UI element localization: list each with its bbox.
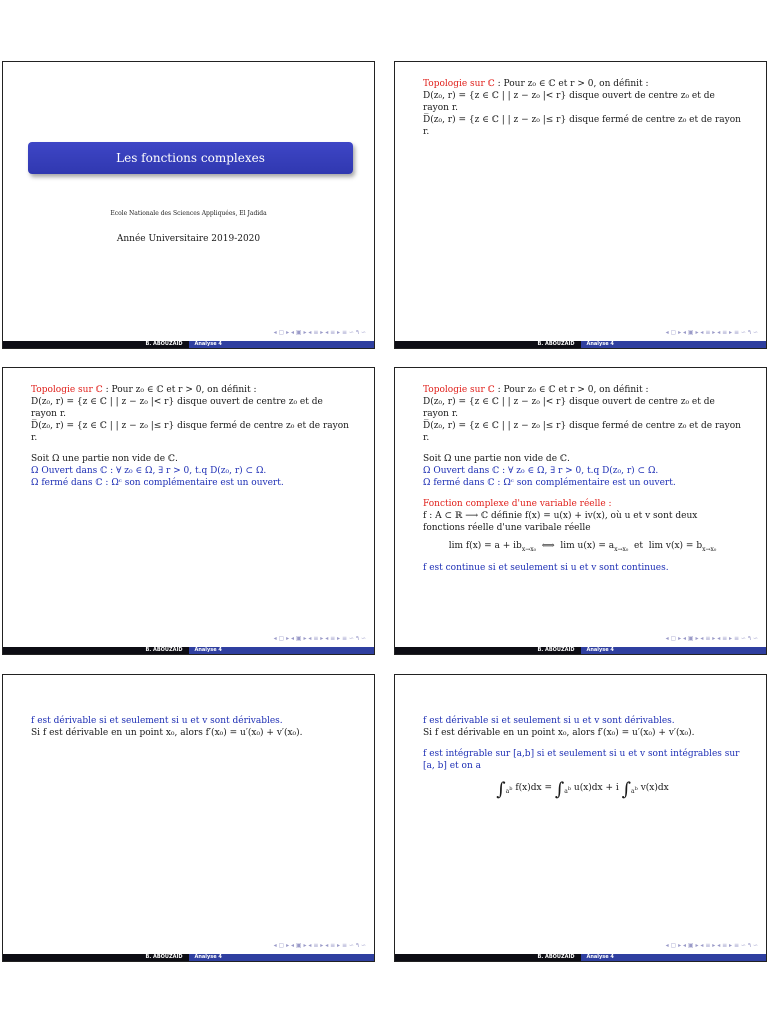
slide-footer	[3, 954, 374, 961]
limit-u-sub: x→x₀	[614, 546, 629, 553]
academic-year: Année Universitaire 2019-2020	[116, 234, 261, 244]
slide-body	[31, 715, 350, 739]
integral-bounds: ab	[564, 786, 572, 795]
limit-v-sub: x→x₀	[702, 546, 717, 553]
slide-footer	[395, 341, 766, 348]
real-variable-definition: f : A ⊂ ℝ ⟶ ℂ définie f(x) = u(x) + iv(x), où u et v sont deux fonctions réelle d'une varibale réelle	[423, 511, 698, 533]
integral-u-term: u(x)dx + i	[573, 783, 619, 793]
integral-sign: ∫	[496, 779, 506, 800]
topology-intro-text: : Pour z₀ ∈ ℂ et r > 0, on définit :	[494, 79, 649, 89]
derivative-statement: f est dérivable si et seulement si u et v sont dérivables.	[31, 716, 283, 726]
omega-closed: Ω fermé dans ℂ : Ωᶜ son complémentaire est un ouvert.	[31, 478, 284, 488]
footer-course: Analyse 4	[581, 954, 767, 961]
slide-body	[31, 384, 350, 489]
closed-disc-definition: D̅(z₀, r) = {z ∈ ℂ | | z − z₀ |≤ r} disque fermé de centre z₀ et de rayon r.	[423, 115, 741, 137]
limit-equivalence	[423, 540, 742, 556]
beamer-nav-icons[interactable]: ◂ ▢ ▸ ◂ ▣ ▸ ◂ ≡ ▸ ◂ ≡ ▸ ≡ ∽ ۹ ∽	[665, 942, 758, 949]
footer-author: B. ABOUZAID	[3, 954, 189, 961]
slide-body	[423, 715, 742, 804]
integral-bounds: ab	[505, 786, 513, 795]
footer-course: Analyse 4	[581, 647, 767, 654]
limit-f: lim f(x) = a + ib	[448, 541, 522, 551]
slide-1	[2, 61, 375, 349]
footer-course: Analyse 4	[189, 647, 375, 654]
open-disc-definition: D(z₀, r) = {z ∈ ℂ | | z − z₀ |< r} disque ouvert de centre z₀ et de rayon r.	[423, 397, 715, 419]
topology-intro	[423, 78, 742, 90]
omega-subset: Soit Ω une partie non vide de ℂ.	[31, 454, 178, 464]
integral-bounds: ab	[631, 786, 638, 795]
open-disc-definition: D(z₀, r) = {z ∈ ℂ | | z − z₀ |< r} disque ouvert de centre z₀ et de rayon r.	[31, 397, 323, 419]
footer-course: Analyse 4	[581, 341, 767, 348]
omega-closed: Ω fermé dans ℂ : Ωᶜ son complémentaire est un ouvert.	[423, 478, 676, 488]
topology-intro	[31, 384, 350, 396]
integral-sign: ∫	[621, 779, 632, 800]
omega-open: Ω Ouvert dans ℂ : ∀ z₀ ∈ Ω, ∃ r > 0, t.q D(z₀, r) ⊂ Ω.	[31, 466, 267, 476]
derivative-formula: Si f est dérivable en un point x₀, alors f′(x₀) = u′(x₀) + v′(x₀).	[423, 728, 695, 738]
topology-intro	[423, 384, 742, 396]
limit-f-sub: x→x₀	[521, 546, 537, 553]
footer-author: B. ABOUZAID	[395, 647, 581, 654]
limit-u: lim u(x) = a	[560, 541, 615, 551]
slide-4	[394, 367, 767, 655]
closed-disc-definition: D̅(z₀, r) = {z ∈ ℂ | | z − z₀ |≤ r} disque fermé de centre z₀ et de rayon r.	[31, 421, 349, 443]
and-word: et	[634, 541, 643, 551]
slide-footer	[395, 647, 766, 654]
beamer-nav-icons[interactable]: ◂ ▢ ▸ ◂ ▣ ▸ ◂ ≡ ▸ ◂ ≡ ▸ ≡ ∽ ۹ ∽	[665, 329, 758, 336]
topology-label: Topologie sur ℂ	[423, 385, 495, 395]
footer-course: Analyse 4	[189, 341, 375, 348]
slide-footer	[3, 647, 374, 654]
slide-footer	[395, 954, 766, 961]
beamer-nav-icons[interactable]: ◂ ▢ ▸ ◂ ▣ ▸ ◂ ≡ ▸ ◂ ≡ ▸ ≡ ∽ ۹ ∽	[273, 635, 366, 642]
integral-f-term: f(x)dx =	[515, 783, 552, 793]
integral-sign: ∫	[554, 779, 565, 800]
slide-footer	[3, 341, 374, 348]
slide-6	[394, 674, 767, 962]
derivative-statement: f est dérivable si et seulement si u et v sont dérivables.	[423, 716, 675, 726]
beamer-nav-icons[interactable]: ◂ ▢ ▸ ◂ ▣ ▸ ◂ ≡ ▸ ◂ ≡ ▸ ≡ ∽ ۹ ∽	[273, 329, 366, 336]
footer-author: B. ABOUZAID	[395, 954, 581, 961]
beamer-nav-icons[interactable]: ◂ ▢ ▸ ◂ ▣ ▸ ◂ ≡ ▸ ◂ ≡ ▸ ≡ ∽ ۹ ∽	[665, 635, 758, 642]
topology-label: Topologie sur ℂ	[423, 79, 495, 89]
slide-5	[2, 674, 375, 962]
institution: Ecole Nationale des Sciences Appliquées, El Jadida	[110, 210, 267, 217]
real-variable-heading: Fonction complexe d'une variable réelle :	[423, 499, 612, 509]
topology-intro-text: : Pour z₀ ∈ ℂ et r > 0, on définit :	[102, 385, 257, 395]
footer-course: Analyse 4	[189, 954, 375, 961]
integral-formula	[423, 779, 742, 800]
iff-symbol: ⟺	[541, 541, 555, 551]
topology-intro-text: : Pour z₀ ∈ ℂ et r > 0, on définit :	[494, 385, 649, 395]
limit-v: lim v(x) = b	[648, 541, 703, 551]
derivative-formula: Si f est dérivable en un point x₀, alors f′(x₀) = u′(x₀) + v′(x₀).	[31, 728, 303, 738]
slide-body	[423, 384, 742, 574]
continuity-statement: f est continue si et seulement si u et v sont continues.	[423, 563, 669, 573]
footer-author: B. ABOUZAID	[395, 341, 581, 348]
integral-v-term: v(x)dx	[640, 783, 669, 793]
slide-2	[394, 61, 767, 349]
footer-author: B. ABOUZAID	[3, 647, 189, 654]
omega-open: Ω Ouvert dans ℂ : ∀ z₀ ∈ Ω, ∃ r > 0, t.q D(z₀, r) ⊂ Ω.	[423, 466, 659, 476]
topology-label: Topologie sur ℂ	[31, 385, 103, 395]
beamer-nav-icons[interactable]: ◂ ▢ ▸ ◂ ▣ ▸ ◂ ≡ ▸ ◂ ≡ ▸ ≡ ∽ ۹ ∽	[273, 942, 366, 949]
closed-disc-definition: D̅(z₀, r) = {z ∈ ℂ | | z − z₀ |≤ r} disque fermé de centre z₀ et de rayon r.	[423, 421, 741, 443]
integrability-statement: f est intégrable sur [a,b] si et seulement si u et v sont intégrables sur [a, b] et on a	[423, 749, 740, 771]
slide-title: Les fonctions complexes	[28, 142, 353, 174]
footer-author: B. ABOUZAID	[3, 341, 189, 348]
slide-3	[2, 367, 375, 655]
slide-body	[423, 78, 742, 138]
open-disc-definition: D(z₀, r) = {z ∈ ℂ | | z − z₀ |< r} disque ouvert de centre z₀ et de rayon r.	[423, 91, 715, 113]
omega-subset: Soit Ω une partie non vide de ℂ.	[423, 454, 570, 464]
